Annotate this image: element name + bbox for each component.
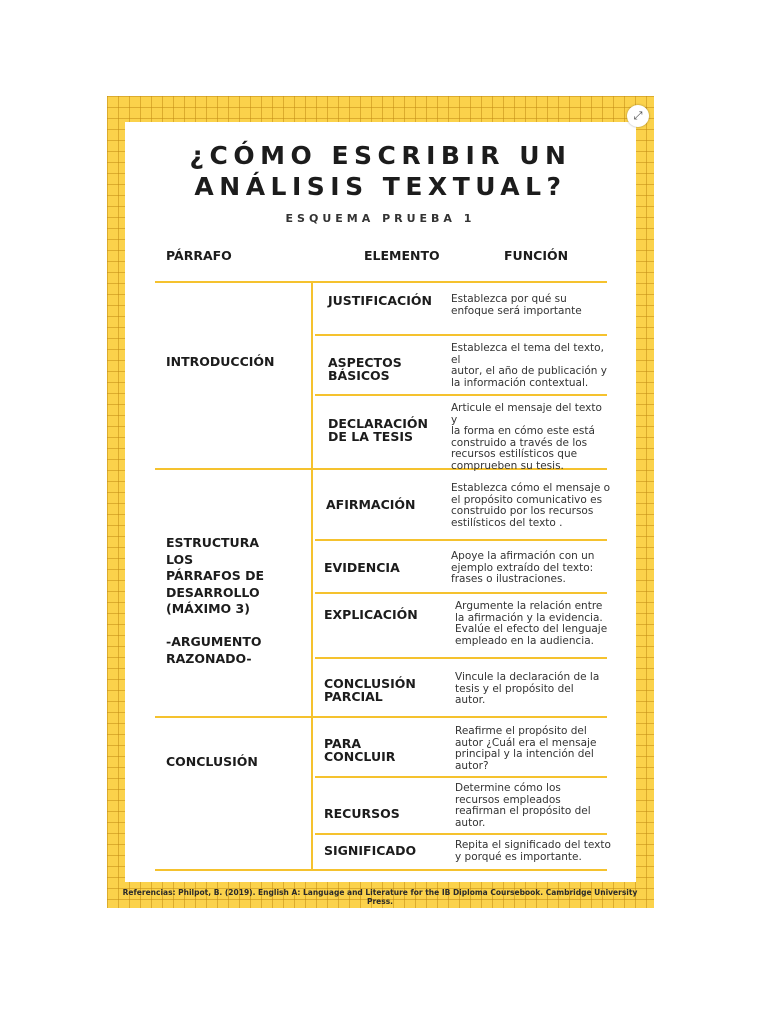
divider-row: [315, 334, 607, 336]
divider-row: [315, 539, 607, 541]
element-evidencia: EVIDENCIA: [324, 560, 400, 575]
divider-row: [315, 592, 607, 594]
function-explicacion: Argumente la relación entre la afirmación y la evidencia. Evalúe el efecto del lenguaje empleado en la audiencia.: [455, 600, 608, 647]
function-conclusion-parcial: Vincule la declaración de la tesis y el propósito del autor.: [455, 671, 600, 706]
function-significado: Repita el significado del texto y porqué es importante.: [455, 839, 611, 863]
paragraph-conclusion: CONCLUSIÓN: [166, 754, 258, 769]
element-conclusion-parcial: CONCLUSIÓN PARCIAL: [324, 676, 416, 704]
divider-section-2: [155, 716, 607, 718]
element-para-concluir: PARA CONCLUIR: [324, 736, 396, 764]
function-evidencia: Apoye la afirmación con un ejemplo extraído del texto: frases o ilustraciones.: [451, 550, 595, 585]
subtitle: ESQUEMA PRUEBA 1: [285, 212, 476, 225]
header-parrafo: PÁRRAFO: [166, 248, 232, 263]
element-significado: SIGNIFICADO: [324, 843, 417, 858]
function-justificacion: Establezca por qué su enfoque será importante: [451, 293, 582, 317]
element-recursos: RECURSOS: [324, 806, 400, 821]
function-declaracion-tesis: Articule el mensaje del texto y la forma en cómo este está construido a través de los recursos estilísticos que comprueben su tesis.: [451, 402, 602, 472]
function-aspectos-basicos: Establezca el tema del texto, el autor, el año de publicación y la información contextual.: [451, 342, 607, 389]
element-declaracion-tesis: DECLARACIÓN DE LA TESIS: [328, 416, 428, 444]
paragraph-introduccion: INTRODUCCIÓN: [166, 354, 275, 369]
element-aspectos-basicos: ASPECTOS BÁSICOS: [328, 355, 402, 383]
paragraph-desarrollo: ESTRUCTURA LOS PÁRRAFOS DE DESARROLLO (MÁXIMO 3) -ARGUMENTO RAZONADO-: [166, 535, 265, 666]
title-line-2: ANÁLISIS TEXTUAL?: [194, 172, 567, 201]
title-line-1: ¿CÓMO ESCRIBIR UN: [189, 141, 572, 170]
element-justificacion: JUSTIFICACIÓN: [328, 293, 432, 308]
reference-citation: Referencias: Philpot, B. (2019). English A: Language and Literature for the IB Diploma Coursebook. Cambridge University Press.: [122, 888, 638, 906]
header-elemento: ELEMENTO: [364, 248, 440, 263]
divider-row: [315, 394, 607, 396]
function-recursos: Determine cómo los recursos empleados reafirman el propósito del autor.: [455, 782, 591, 829]
element-explicacion: EXPLICACIÓN: [324, 607, 418, 622]
column-divider: [311, 281, 313, 871]
function-para-concluir: Reafirme el propósito del autor ¿Cuál era el mensaje principal y la intención del autor?: [455, 725, 597, 772]
divider-row: [315, 833, 607, 835]
divider-header: [155, 281, 607, 283]
divider-row: [315, 776, 607, 778]
divider-row: [315, 657, 607, 659]
expand-icon[interactable]: ⤢: [627, 105, 649, 127]
element-afirmacion: AFIRMACIÓN: [326, 497, 416, 512]
divider-bottom: [155, 869, 607, 871]
function-afirmacion: Establezca cómo el mensaje o el propósito comunicativo es construido por los recursos estilísticos del texto .: [451, 482, 611, 529]
header-funcion: FUNCIÓN: [504, 248, 569, 263]
